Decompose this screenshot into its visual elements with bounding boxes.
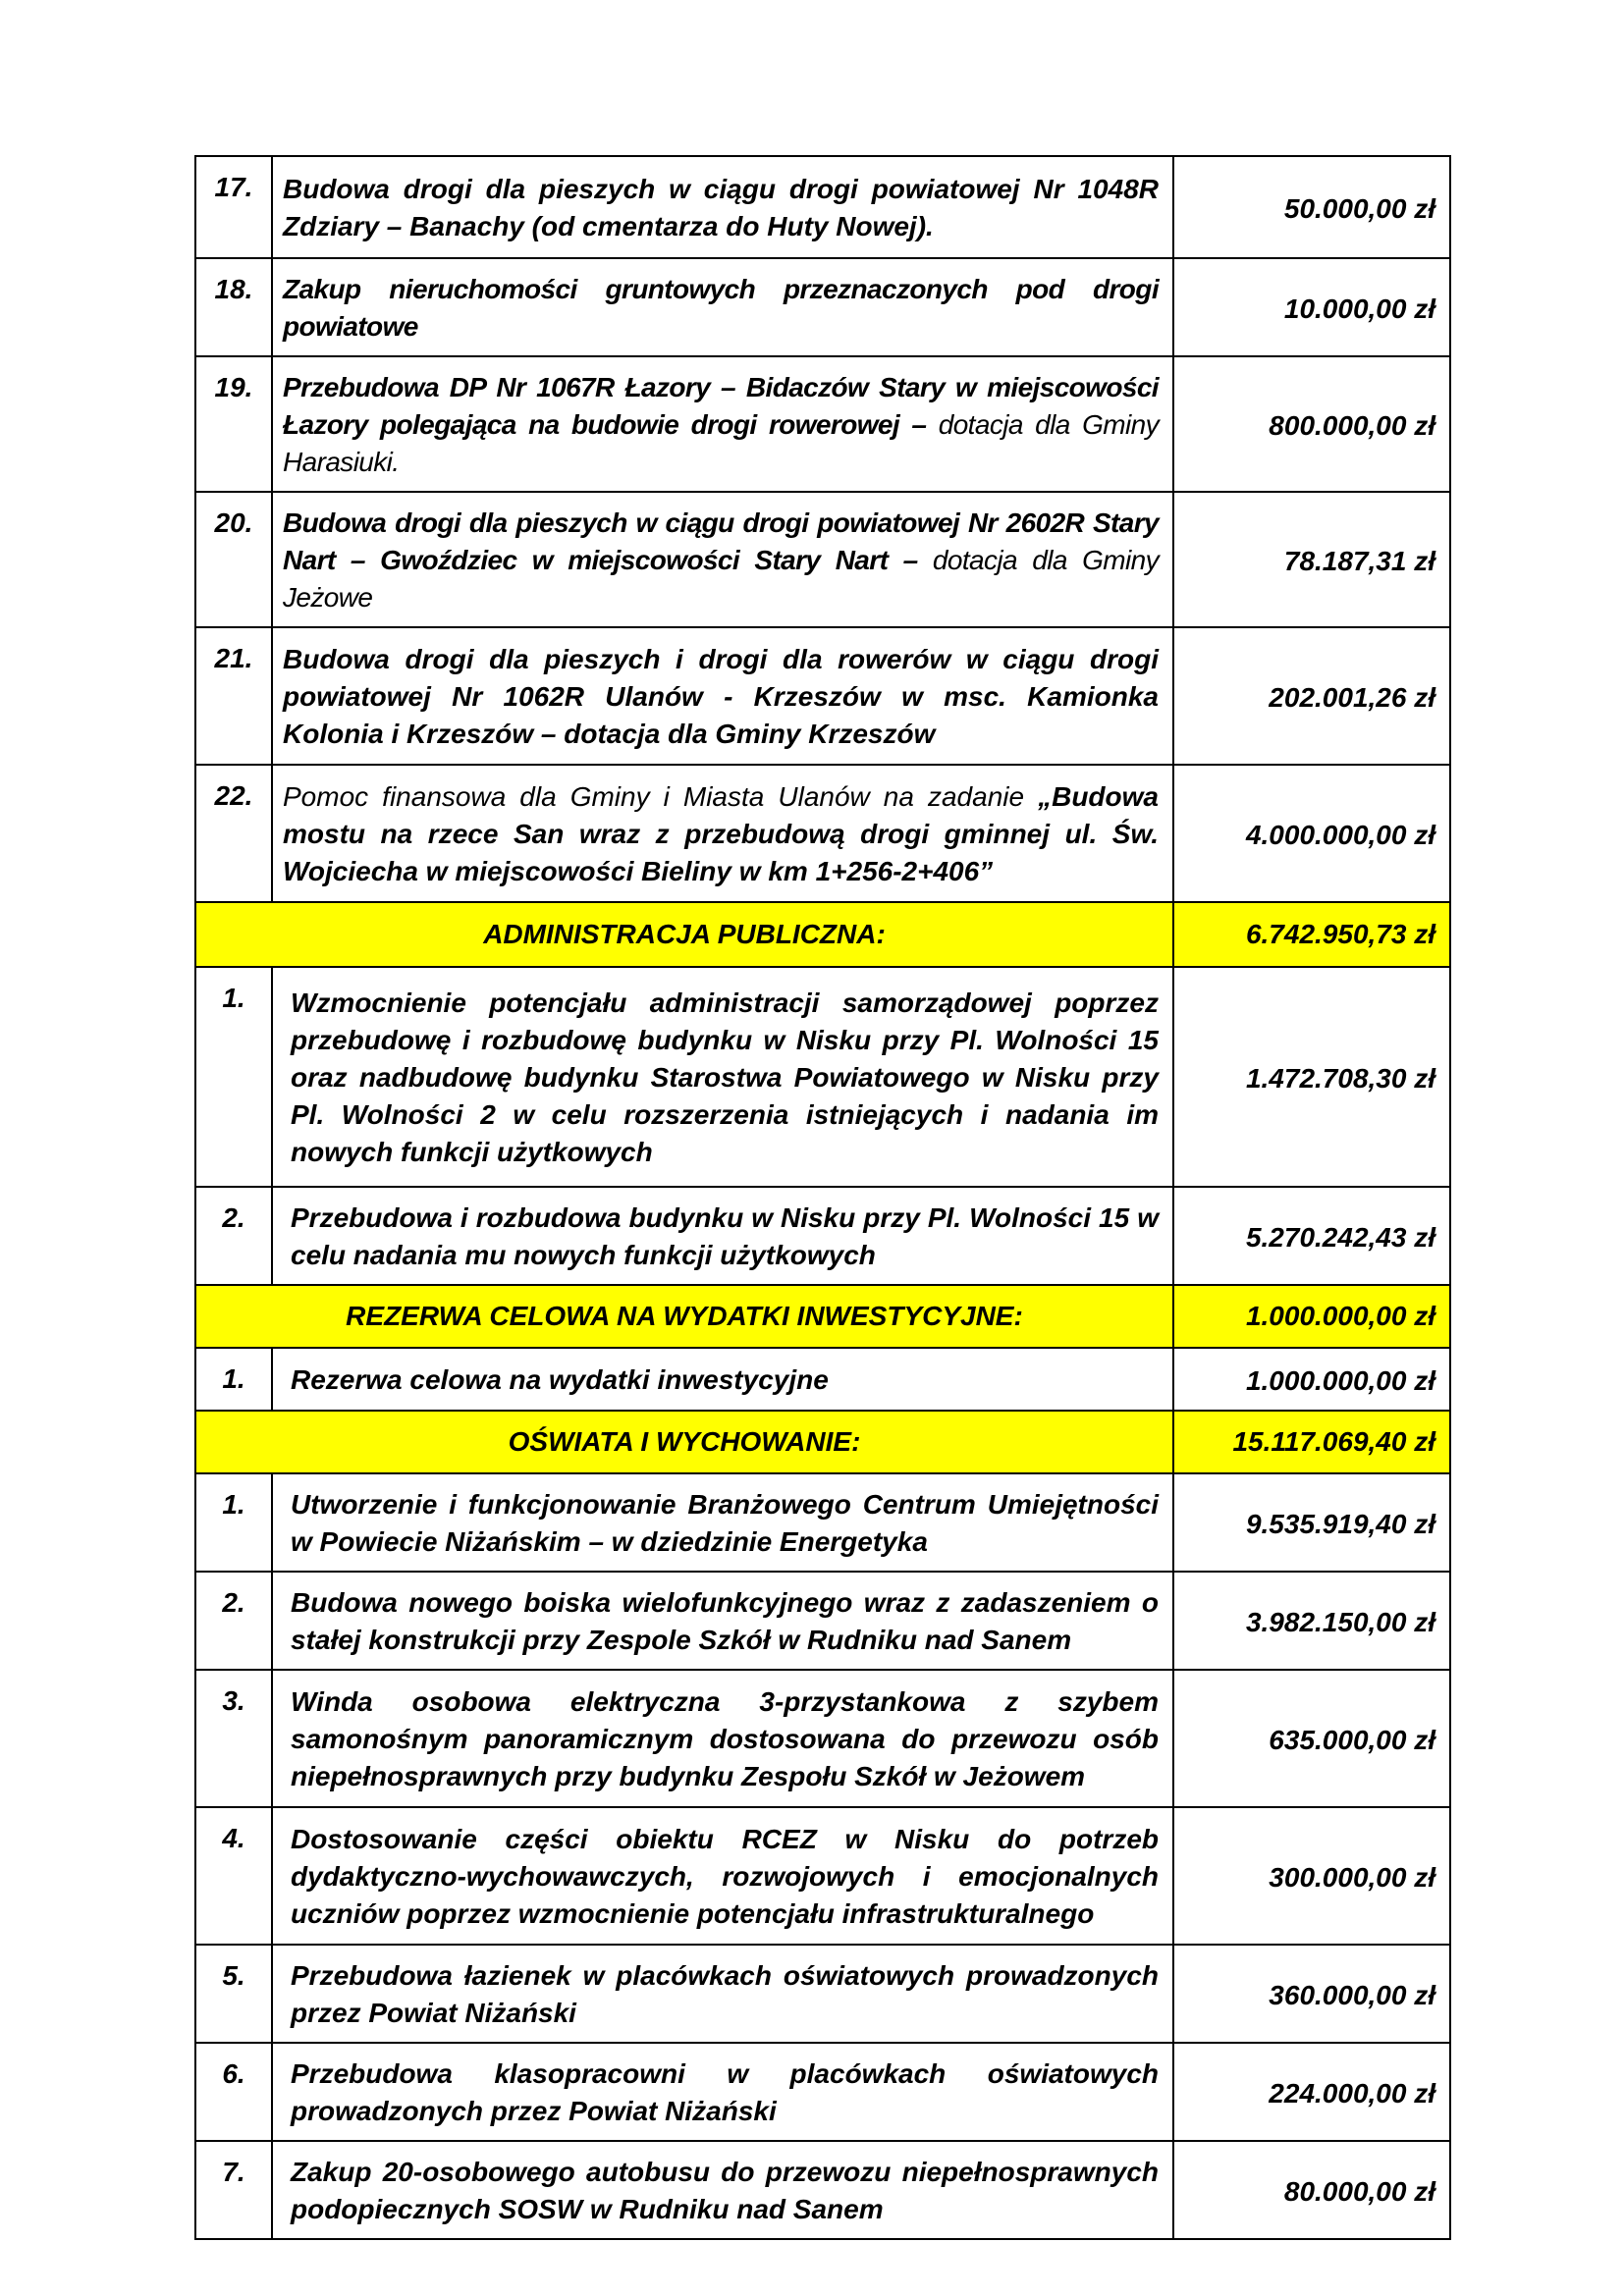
table-row [195,1945,1450,2043]
row-amount: 4.000.000,00 zł [1173,765,1450,902]
section-amount: 15.117.069,40 zł [1173,1411,1450,1473]
table-row [195,967,1450,1187]
row-description-bold: Przebudowa DP Nr 1067R Łazory – Bidaczów Stary w miejscowości Łazory polegająca na budowie drogi rowerowej – [283,372,1159,440]
table-row [195,1670,1450,1807]
row-number: 17. [195,156,272,258]
row-amount: 78.187,31 zł [1173,492,1450,627]
row-amount: 360.000,00 zł [1173,1945,1450,2043]
table-row [195,2043,1450,2141]
row-number: 4. [195,1807,272,1945]
row-description: Przebudowa i rozbudowa budynku w Nisku przy Pl. Wolności 15 w celu nadania mu nowych funkcji użytkowych [272,1187,1173,1285]
table-row [195,1473,1450,1572]
row-amount: 1.472.708,30 zł [1173,967,1450,1187]
section-amount: 6.742.950,73 zł [1173,902,1450,967]
row-number: 5. [195,1945,272,2043]
section-header-admin [195,902,1450,967]
row-amount: 10.000,00 zł [1173,258,1450,356]
row-amount: 9.535.919,40 zł [1173,1473,1450,1572]
row-description-light: Pomoc finansowa dla Gminy i Miasta Ulanów na zadanie [283,781,1025,812]
row-number: 1. [195,1473,272,1572]
section-amount: 1.000.000,00 zł [1173,1285,1450,1348]
row-number: 2. [195,1187,272,1285]
row-number: 3. [195,1670,272,1807]
row-description: Przebudowa klasopracowni w placówkach oświatowych prowadzonych przez Powiat Niżański [272,2043,1173,2141]
section-title: OŚWIATA I WYCHOWANIE: [195,1411,1173,1473]
row-number: 6. [195,2043,272,2141]
row-amount: 80.000,00 zł [1173,2141,1450,2239]
row-description: Zakup nieruchomości gruntowych przeznaczonych pod drogi powiatowe [272,258,1173,356]
table-row [195,356,1450,492]
investment-table [194,155,1451,2240]
table-row [195,1348,1450,1411]
row-description: Rezerwa celowa na wydatki inwestycyjne [272,1348,1173,1411]
row-number: 18. [195,258,272,356]
row-description [272,765,1173,902]
table-row [195,1807,1450,1945]
row-number: 1. [195,967,272,1187]
row-description: Budowa drogi dla pieszych w ciągu drogi powiatowej Nr 1048R Zdziary – Banachy (od cmentarza do Huty Nowej). [272,156,1173,258]
row-amount: 800.000,00 zł [1173,356,1450,492]
table-row [195,765,1450,902]
row-description-bold: „Budowa mostu na rzece San wraz z przebudową drogi gminnej ul. Św. Wojciecha w miejscowości Bieliny w km 1+256-2+406” [283,781,1159,886]
section-header-education [195,1411,1450,1473]
row-description: Budowa nowego boiska wielofunkcyjnego wraz z zadaszeniem o stałej konstrukcji przy Zespole Szkół w Rudniku nad Sanem [272,1572,1173,1670]
row-description: Wzmocnienie potencjału administracji samorządowej poprzez przebudowę i rozbudowę budynku w Nisku przy Pl. Wolności 15 oraz nadbudowę budynku Starostwa Powiatowego w Nisku przy Pl. Wolności 2 w celu rozszerzenia istniejących i nadania im nowych funkcji użytkowych [272,967,1173,1187]
row-description-light: dotacja dla Gminy Jeżowe [283,545,1159,613]
row-amount: 202.001,26 zł [1173,627,1450,765]
row-amount: 1.000.000,00 zł [1173,1348,1450,1411]
row-description-bold: Budowa drogi dla pieszych w ciągu drogi powiatowej Nr 2602R Stary Nart – Gwoździec w miejscowości Stary Nart – [283,507,1159,575]
row-number: 22. [195,765,272,902]
row-description: Utworzenie i funkcjonowanie Branżowego Centrum Umiejętności w Powiecie Niżańskim – w dziedzinie Energetyka [272,1473,1173,1572]
row-amount: 50.000,00 zł [1173,156,1450,258]
row-amount: 5.270.242,43 zł [1173,1187,1450,1285]
table-row [195,492,1450,627]
section-header-reserve [195,1285,1450,1348]
row-description: Przebudowa łazienek w placówkach oświatowych prowadzonych przez Powiat Niżański [272,1945,1173,2043]
row-number: 2. [195,1572,272,1670]
section-title: REZERWA CELOWA NA WYDATKI INWESTYCYJNE: [195,1285,1173,1348]
row-description: Zakup 20-osobowego autobusu do przewozu niepełnosprawnych podopiecznych SOSW w Rudniku nad Sanem [272,2141,1173,2239]
row-description: Budowa drogi dla pieszych i drogi dla rowerów w ciągu drogi powiatowej Nr 1062R Ulanów - Krzeszów w msc. Kamionka Kolonia i Krzeszów – dotacja dla Gminy Krzeszów [272,627,1173,765]
table-row [195,627,1450,765]
row-amount: 3.982.150,00 zł [1173,1572,1450,1670]
row-description [272,356,1173,492]
row-description: Dostosowanie części obiektu RCEZ w Nisku do potrzeb dydaktyczno-wychowawczych, rozwojowych i emocjonalnych uczniów poprzez wzmocnienie potencjału infrastrukturalnego [272,1807,1173,1945]
table-row [195,156,1450,258]
row-description: Winda osobowa elektryczna 3-przystankowa z szybem samonośnym panoramicznym dostosowana do przewozu osób niepełnosprawnych przy budynku Zespołu Szkół w Jeżowem [272,1670,1173,1807]
row-amount: 635.000,00 zł [1173,1670,1450,1807]
table-row [195,258,1450,356]
row-description-light: dotacja dla Gminy Harasiuki. [283,409,1159,477]
table-row [195,1187,1450,1285]
row-description [272,492,1173,627]
row-amount: 224.000,00 zł [1173,2043,1450,2141]
table-row [195,2141,1450,2239]
section-title: ADMINISTRACJA PUBLICZNA: [195,902,1173,967]
row-number: 19. [195,356,272,492]
table-row [195,1572,1450,1670]
row-number: 7. [195,2141,272,2239]
row-number: 21. [195,627,272,765]
row-amount: 300.000,00 zł [1173,1807,1450,1945]
row-number: 20. [195,492,272,627]
row-number: 1. [195,1348,272,1411]
